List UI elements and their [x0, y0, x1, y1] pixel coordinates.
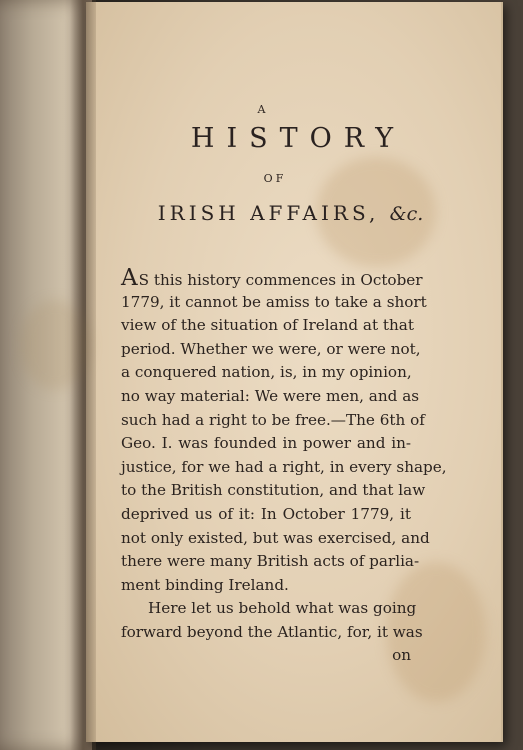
title-preposition: OF — [263, 172, 287, 185]
text-line: there were many British acts of parlia- — [121, 552, 420, 571]
text-line: such had a right to be free.—The 6th of — [121, 410, 425, 429]
text-line: no way material: We were men, and as — [121, 386, 420, 405]
line-rest: S this history commences in October — [138, 271, 423, 289]
text-line — [121, 265, 423, 291]
page-title: HISTORY — [190, 123, 406, 154]
text-line: period. Whether we were, or were not, — [121, 339, 421, 358]
text-line: 1779, it cannot be amiss to take a short — [121, 292, 427, 311]
text-line: view of the situation of Ireland at that — [121, 316, 414, 335]
gutter-shadow — [70, 0, 96, 750]
text-line: to the British constitution, and that law — [121, 481, 426, 500]
title-article: A — [257, 103, 267, 116]
text-line: Geo. I. was founded in power and in- — [121, 434, 411, 453]
catchword: on — [392, 646, 411, 665]
text-line: deprived us of it: In October 1779, it — [121, 504, 411, 523]
subtitle-etc: &c. — [389, 203, 424, 225]
text-line: ment binding Ireland. — [121, 575, 289, 594]
drop-cap: A — [121, 265, 139, 291]
subtitle-text: IRISH AFFAIRS, — [157, 201, 380, 225]
paragraph-2 — [121, 597, 423, 668]
page-subtitle — [118, 201, 463, 225]
text-line: forward beyond the Atlantic, for, it was — [121, 622, 423, 641]
text-line: justice, for we had a right, in every shape, — [121, 457, 447, 476]
text-line: a conquered nation, is, in my opinion, — [121, 363, 412, 382]
paragraph-1 — [121, 265, 447, 597]
text-line: not only existed, but was exercised, and — [121, 528, 430, 547]
text-line: Here let us behold what was going — [148, 599, 417, 617]
